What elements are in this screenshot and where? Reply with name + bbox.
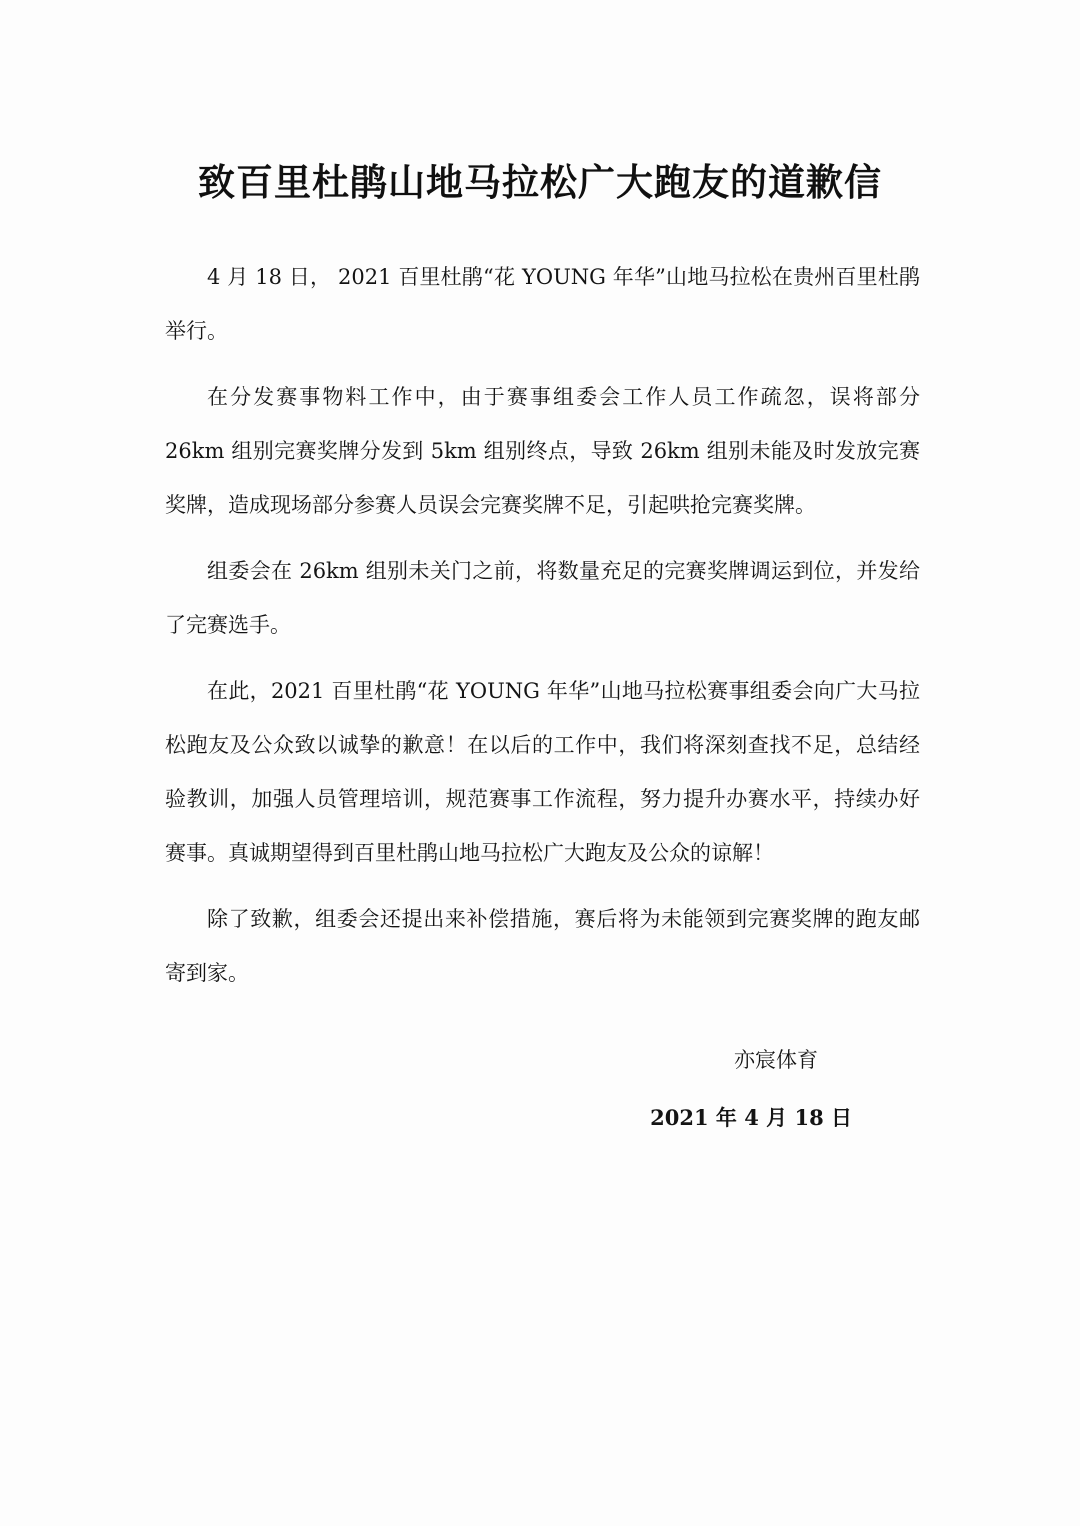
paragraph-compensation: 除了致歉，组委会还提出来补偿措施，赛后将为未能领到完赛奖牌的跑友邮寄到家。 [165, 907, 920, 985]
paragraph-apology: 在此，2021 百里杜鹃“花 YOUNG 年华”山地马拉松赛事组委会向广大马拉松跑友及公众致以诚挚的歉意！在以后的工作中，我们将深刻查找不足，总结经验教训，加强人员管理培训，规范赛事工作流程，努力提升办赛水平，持续办好赛事。真诚期望得到百里杜鹃山地马拉松广大跑友及公众的谅解！ [165, 679, 920, 865]
signature: 亦宸体育 [734, 1048, 818, 1072]
paragraph-remedy: 组委会在 26km 组别未关门之前，将数量充足的完赛奖牌调运到位，并发给了完赛选手。 [165, 559, 920, 637]
letter-body [165, 250, 920, 1012]
letter-title: 致百里杜鹃山地马拉松广大跑友的道歉信 [198, 159, 882, 204]
letter-date: 2021 年 4 月 18 日 [650, 1105, 852, 1130]
paragraph-incident: 在分发赛事物料工作中，由于赛事组委会工作人员工作疏忽，误将部分 26km 组别完赛奖牌分发到 5km 组别终点，导致 26km 组别未能及时发放完赛奖牌，造成现场部分参赛人员误会完赛奖牌不足，引起哄抢完赛奖牌。 [165, 385, 920, 517]
paragraph-intro: 4 月 18 日， 2021 百里杜鹃“花 YOUNG 年华”山地马拉松在贵州百里杜鹃举行。 [165, 265, 920, 343]
